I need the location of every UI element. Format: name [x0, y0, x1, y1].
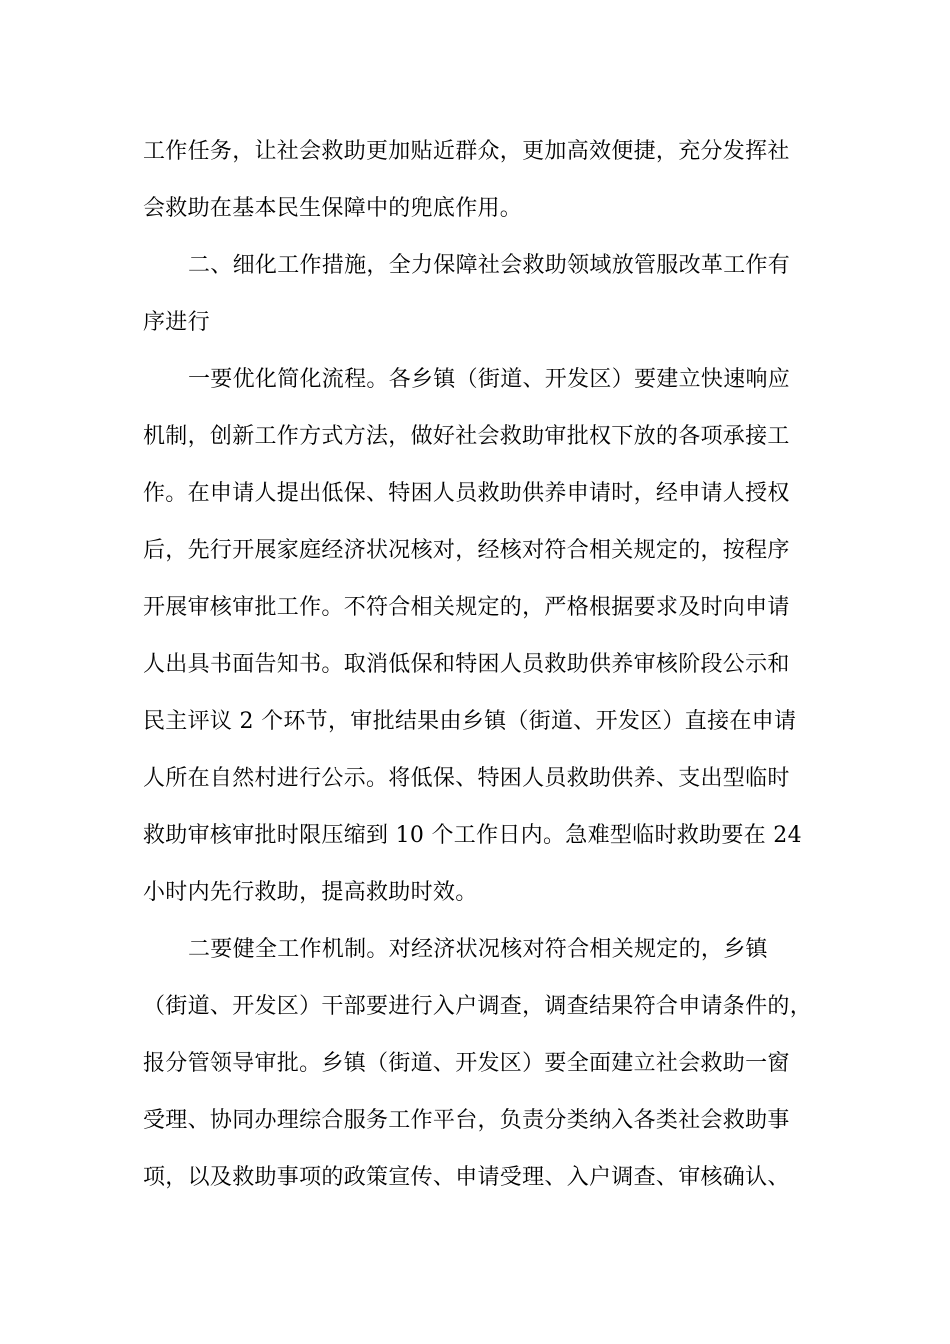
- section-heading: 序进行: [143, 310, 210, 335]
- paragraph-line: 项，以及救助事项的政策宣传、申请受理、入户调查、审核确认、: [143, 1165, 790, 1190]
- paragraph-line: 后，先行开展家庭经济状况核对，经核对符合相关规定的，按程序: [143, 538, 790, 563]
- paragraph-line: 机制，创新工作方式方法，做好社会救助审批权下放的各项承接工: [143, 424, 790, 449]
- paragraph-line: 救助审核审批时限压缩到 10 个工作日内。急难型临时救助要在 24: [143, 823, 802, 848]
- paragraph-line: 小时内先行救助，提高救助时效。: [143, 880, 478, 905]
- paragraph-line: 会救助在基本民生保障中的兜底作用。: [143, 196, 523, 221]
- paragraph-line: 开展审核审批工作。不符合相关规定的，严格根据要求及时向申请: [143, 595, 790, 620]
- paragraph-line: 人所在自然村进行公示。将低保、特困人员救助供养、支出型临时: [143, 766, 790, 791]
- paragraph-line: （街道、开发区）干部要进行入户调查，调查结果符合申请条件的，: [143, 994, 813, 1019]
- paragraph-line: 民主评议 2 个环节，审批结果由乡镇（街道、开发区）直接在申请: [143, 709, 797, 734]
- paragraph-line: 一要优化简化流程。各乡镇（街道、开发区）要建立快速响应: [188, 367, 791, 392]
- paragraph-line: 受理、协同办理综合服务工作平台，负责分类纳入各类社会救助事: [143, 1108, 790, 1133]
- paragraph-line: 作。在申请人提出低保、特困人员救助供养申请时，经申请人授权: [143, 481, 790, 506]
- paragraph-line: 工作任务，让社会救助更加贴近群众，更加高效便捷，充分发挥社: [143, 139, 790, 164]
- paragraph-line: 二要健全工作机制。对经济状况核对符合相关规定的，乡镇: [188, 937, 768, 962]
- section-heading: 二、细化工作措施，全力保障社会救助领域放管服改革工作有: [188, 253, 791, 278]
- paragraph-line: 人出具书面告知书。取消低保和特困人员救助供养审核阶段公示和: [143, 652, 790, 677]
- paragraph-line: 报分管领导审批。乡镇（街道、开发区）要全面建立社会救助一窗: [143, 1051, 790, 1076]
